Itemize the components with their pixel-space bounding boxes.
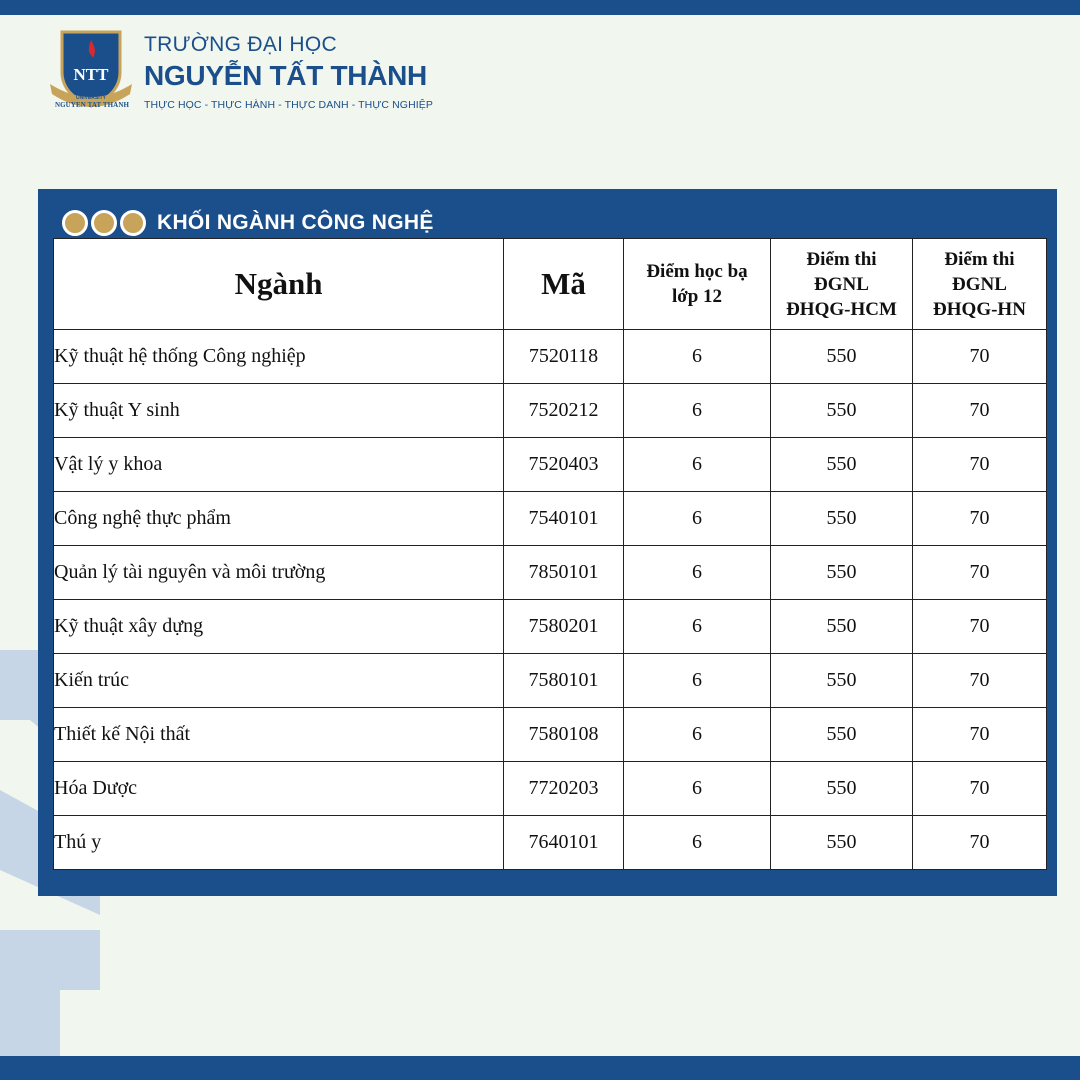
table-row <box>54 330 1047 384</box>
section-title: KHỐI NGÀNH CÔNG NGHỆ <box>157 211 434 234</box>
dot-icon <box>91 210 117 236</box>
header-hn-line: ĐGNL <box>952 273 1007 295</box>
cell-code: 7580201 <box>504 600 624 654</box>
header-hcm-line: ĐGNL <box>814 273 869 295</box>
table-row <box>54 762 1047 816</box>
cell-hn: 70 <box>913 546 1047 600</box>
header-transcript-line: Điểm học bạ <box>646 261 748 282</box>
logo-caption: NGUYEN TAT THANH <box>54 101 130 109</box>
dot-icon <box>120 210 146 236</box>
cell-transcript: 6 <box>624 438 771 492</box>
table-row <box>54 816 1047 870</box>
cell-hcm: 550 <box>771 546 913 600</box>
brand-title-line2: NGUYỄN TẤT THÀNH <box>144 60 427 91</box>
cell-code: 7580101 <box>504 654 624 708</box>
cell-transcript: 6 <box>624 492 771 546</box>
cell-hcm: 550 <box>771 762 913 816</box>
logo-ribbon-text: UNIVERSITY <box>75 95 107 101</box>
cell-hcm: 550 <box>771 600 913 654</box>
cell-hn: 70 <box>913 762 1047 816</box>
cell-hn: 70 <box>913 708 1047 762</box>
cell-code: 7720203 <box>504 762 624 816</box>
cell-hcm: 550 <box>771 708 913 762</box>
cell-major: Thú y <box>54 816 504 870</box>
brand-title-line1: TRƯỜNG ĐẠI HỌC <box>144 33 337 56</box>
cell-hn: 70 <box>913 654 1047 708</box>
table-row <box>54 546 1047 600</box>
header-hn-line: Điểm thi <box>944 248 1015 270</box>
cell-code: 7520403 <box>504 438 624 492</box>
cell-code: 7540101 <box>504 492 624 546</box>
decorative-dots <box>62 210 146 236</box>
admission-scores-table <box>53 238 1047 870</box>
cell-major: Thiết kế Nội thất <box>54 708 504 762</box>
table-row <box>54 438 1047 492</box>
cell-code: 7520212 <box>504 384 624 438</box>
cell-major: Kỹ thuật Y sinh <box>54 384 504 438</box>
cell-major: Kỹ thuật xây dựng <box>54 600 504 654</box>
cell-transcript: 6 <box>624 708 771 762</box>
header-hcm-line: Điểm thi <box>806 248 877 270</box>
cell-hn: 70 <box>913 384 1047 438</box>
top-accent-bar <box>0 0 1080 15</box>
brand-slogan: THỰC HỌC - THỰC HÀNH - THỰC DANH - THỰC NGHIỆP <box>144 99 433 111</box>
table-row <box>54 654 1047 708</box>
cell-major: Vật lý y khoa <box>54 438 504 492</box>
cell-hn: 70 <box>913 492 1047 546</box>
header-transcript-line: lớp 12 <box>671 286 723 307</box>
cell-transcript: 6 <box>624 600 771 654</box>
table-row <box>54 600 1047 654</box>
header-hn-score <box>913 239 1047 330</box>
cell-major: Kiến trúc <box>54 654 504 708</box>
table-row <box>54 708 1047 762</box>
cell-transcript: 6 <box>624 762 771 816</box>
table-header-row <box>54 239 1047 330</box>
table-row <box>54 492 1047 546</box>
bottom-accent-bar <box>0 1056 1080 1080</box>
cell-hcm: 550 <box>771 654 913 708</box>
cell-transcript: 6 <box>624 654 771 708</box>
dot-icon <box>62 210 88 236</box>
cell-major: Hóa Dược <box>54 762 504 816</box>
cell-hcm: 550 <box>771 492 913 546</box>
header-transcript <box>624 239 771 330</box>
cell-hn: 70 <box>913 600 1047 654</box>
cell-hcm: 550 <box>771 438 913 492</box>
table-row <box>54 384 1047 438</box>
cell-hcm: 550 <box>771 816 913 870</box>
cell-transcript: 6 <box>624 384 771 438</box>
cell-major: Kỹ thuật hệ thống Công nghiệp <box>54 330 504 384</box>
cell-hn: 70 <box>913 438 1047 492</box>
header-major: Ngành <box>54 239 504 330</box>
cell-code: 7640101 <box>504 816 624 870</box>
cell-hcm: 550 <box>771 330 913 384</box>
cell-code: 7580108 <box>504 708 624 762</box>
header-code: Mã <box>504 239 624 330</box>
cell-code: 7850101 <box>504 546 624 600</box>
cell-code: 7520118 <box>504 330 624 384</box>
logo-initials: NTT <box>73 65 109 84</box>
cell-hcm: 550 <box>771 384 913 438</box>
cell-transcript: 6 <box>624 546 771 600</box>
cell-transcript: 6 <box>624 330 771 384</box>
cell-hn: 70 <box>913 330 1047 384</box>
header-hcm-score <box>771 239 913 330</box>
cell-major: Công nghệ thực phẩm <box>54 492 504 546</box>
header-hn-line: ĐHQG-HN <box>933 298 1026 320</box>
cell-hn: 70 <box>913 816 1047 870</box>
cell-major: Quản lý tài nguyên và môi trường <box>54 546 504 600</box>
header-hcm-line: ĐHQG-HCM <box>786 298 897 320</box>
cell-transcript: 6 <box>624 816 771 870</box>
